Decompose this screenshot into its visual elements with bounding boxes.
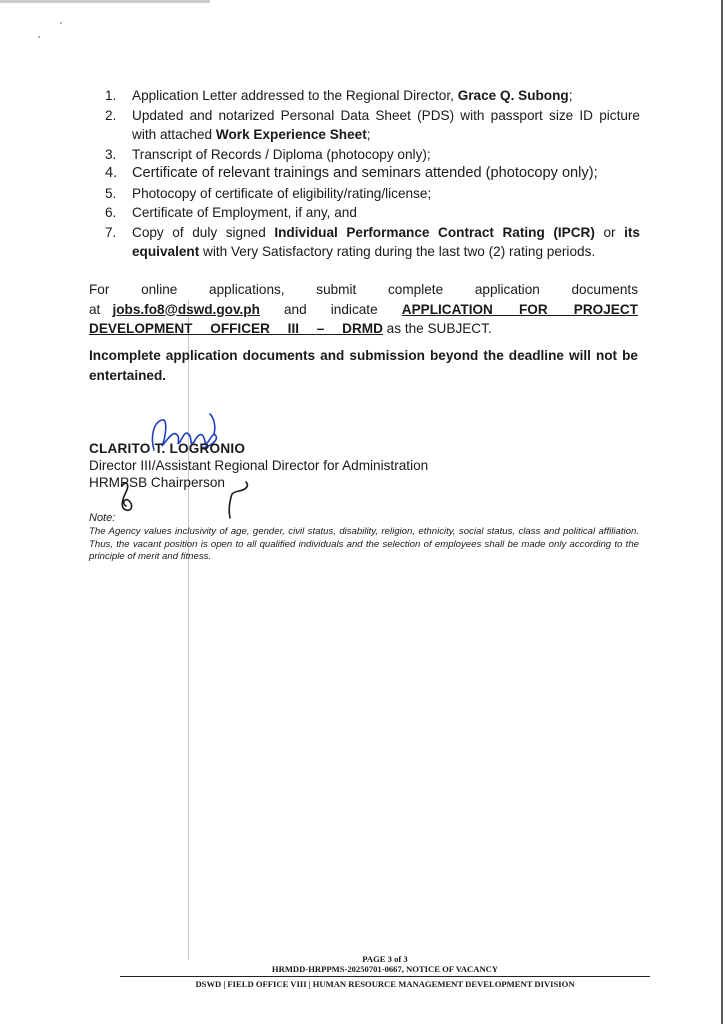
requirement-number: 2.: [105, 107, 117, 123]
document-reference: HRMDD-HRPPMS-20250701-0667, NOTICE OF VACANCY: [271, 964, 499, 974]
requirements-list: [105, 86, 640, 262]
requirement-text: Updated and notarized Personal Data Sheet (PDS) with passport size ID picture with attached Work Experience Sheet;: [132, 107, 640, 142]
online-application-paragraph: For online applications, submit complete application documents at jobs.fo8@dswd.gov.ph and indicate APPLICATION FOR PROJECT DEVELOPMENT OFFICER III – DRMD as the SUBJECT.: [89, 282, 638, 336]
page-footer: [120, 954, 650, 989]
requirement-text: Photocopy of certificate of eligibility/rating/license;: [132, 185, 432, 201]
office-line: DSWD | FIELD OFFICE VIII | HUMAN RESOURCE MANAGEMENT DEVELOPMENT DIVISION: [195, 979, 575, 989]
scan-top-edge: [0, 0, 210, 3]
note-label: Note:: [89, 512, 116, 524]
signatory-role: HRMPSB Chairperson: [89, 475, 225, 490]
requirement-text: Copy of duly signed Individual Performance Contract Rating (IPCR) or its equivalent with Very Satisfactory rating during the last two (2) rating periods.: [132, 224, 640, 259]
requirement-item: [105, 164, 640, 184]
scan-fold-line: [188, 300, 189, 960]
requirement-item: [105, 223, 640, 262]
scan-right-edge: [721, 0, 723, 1024]
scan-speck: [60, 22, 62, 24]
inclusivity-note: The Agency values inclusivity of age, gender, civil status, disability, religion, ethnicity, social status, class and political affiliation. Thus, the vacant position is open to all qualified individuals and the selection of employees shall be made only according to the principle of merit and fitness.: [89, 526, 639, 562]
online-paragraph-first-line: For online applications, submit complete application documents: [89, 282, 638, 297]
requirement-number: 1.: [105, 88, 117, 103]
requirement-text: Certificate of relevant trainings and seminars attended (photocopy only);: [132, 165, 598, 181]
requirement-text: Transcript of Records / Diploma (photocopy only);: [132, 146, 431, 162]
footer-rule: [120, 976, 650, 977]
signatory-name: CLARITO T. LOGRONIO: [89, 441, 246, 456]
incomplete-application-notice: Incomplete application documents and submission beyond the deadline will not be entertained.: [89, 348, 638, 383]
page-number: PAGE 3 of 3: [362, 954, 408, 964]
requirement-text: Certificate of Employment, if any, and: [132, 205, 357, 220]
handwritten-initials: [112, 478, 262, 526]
application-email-link[interactable]: jobs.fo8@dswd.gov.ph: [112, 301, 260, 317]
requirement-text: Application Letter addressed to the Regional Director, Grace Q. Subong;: [132, 88, 573, 103]
email-subject-line: APPLICATION FOR PROJECT DEVELOPMENT OFFICER III – DRMD: [89, 301, 638, 336]
requirement-item: [105, 86, 640, 106]
scan-speck: [38, 36, 40, 38]
requirement-item: [105, 145, 640, 165]
requirement-item: [105, 106, 640, 145]
requirement-number: 6.: [105, 205, 117, 220]
requirement-item: [105, 184, 640, 204]
requirement-number: 5.: [105, 185, 117, 201]
regional-director-name: Grace Q. Subong: [457, 88, 569, 103]
requirement-number: 7.: [105, 224, 117, 240]
requirement-number: 3.: [105, 146, 117, 162]
requirement-number: 4.: [105, 165, 118, 181]
requirement-item: [105, 203, 640, 223]
signatory-title: Director III/Assistant Regional Director for Administration: [89, 458, 429, 473]
